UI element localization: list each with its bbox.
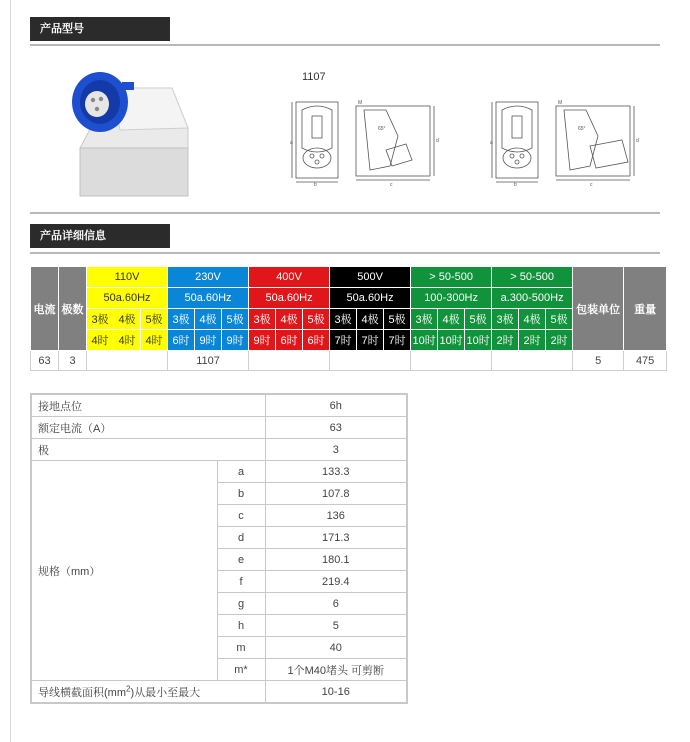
header-weight: 重量 bbox=[624, 267, 667, 351]
hour-cell: 9时 bbox=[195, 330, 222, 351]
svg-text:d: d bbox=[636, 138, 639, 144]
table-row bbox=[31, 681, 407, 704]
svg-text:M: M bbox=[358, 100, 363, 106]
svg-text:65°: 65° bbox=[578, 126, 586, 132]
row-model-230v: 1107 bbox=[168, 351, 249, 371]
svg-text:M: M bbox=[558, 100, 563, 106]
row-poles: 3 bbox=[59, 351, 87, 371]
freq-500v: 50a.60Hz bbox=[330, 288, 411, 309]
pole-cell: 5极 bbox=[465, 309, 492, 330]
pole-cell: 3极 bbox=[330, 309, 357, 330]
size-key: f bbox=[217, 571, 265, 593]
size-value: 6 bbox=[265, 593, 407, 615]
pole-cell: 3极 bbox=[87, 309, 114, 330]
header-poles: 极数 bbox=[59, 267, 87, 351]
svg-text:d: d bbox=[436, 138, 439, 144]
rated-current-label: 额定电流（A） bbox=[31, 417, 265, 439]
model-number-label: 1107 bbox=[302, 71, 326, 83]
voltage-50-500-a: > 50-500 bbox=[411, 267, 492, 288]
wire-section-value: 10-16 bbox=[265, 681, 407, 704]
size-value: 171.3 bbox=[265, 527, 407, 549]
pole-cell: 5极 bbox=[141, 309, 168, 330]
table-row bbox=[31, 351, 667, 371]
size-key: d bbox=[217, 527, 265, 549]
section-divider bbox=[30, 212, 660, 214]
poles-value: 3 bbox=[265, 439, 407, 461]
size-label: 规格（mm） bbox=[31, 461, 217, 681]
pole-cell: 3极 bbox=[411, 309, 438, 330]
size-value: 133.3 bbox=[265, 461, 407, 483]
hour-cell: 9时 bbox=[249, 330, 276, 351]
hour-cell: 4时 bbox=[114, 330, 141, 351]
svg-text:65°: 65° bbox=[378, 126, 386, 132]
svg-text:c: c bbox=[590, 182, 593, 186]
hour-cell: 9时 bbox=[222, 330, 249, 351]
table-row bbox=[31, 461, 407, 483]
hour-cell: 2时 bbox=[546, 330, 573, 351]
pole-cell: 4极 bbox=[438, 309, 465, 330]
hour-cell: 10时 bbox=[438, 330, 465, 351]
size-key: a bbox=[217, 461, 265, 483]
table-row bbox=[31, 417, 407, 439]
product-photo bbox=[60, 68, 200, 198]
pole-cell: 3极 bbox=[492, 309, 519, 330]
pole-cell: 5极 bbox=[303, 309, 330, 330]
wire-label-pre: 导线横截面积(mm bbox=[38, 686, 126, 699]
section-title-model: 产品型号 bbox=[30, 17, 170, 41]
freq-230v: 50a.60Hz bbox=[168, 288, 249, 309]
voltage-230v: 230V bbox=[168, 267, 249, 288]
size-key: b bbox=[217, 483, 265, 505]
svg-text:a: a bbox=[490, 140, 493, 146]
header-package: 包装单位 bbox=[573, 267, 624, 351]
size-key: m bbox=[217, 637, 265, 659]
hour-cell: 2时 bbox=[519, 330, 546, 351]
pole-cell: 4极 bbox=[357, 309, 384, 330]
hour-cell: 7时 bbox=[357, 330, 384, 351]
pole-cell: 4极 bbox=[519, 309, 546, 330]
header-current: 电流 bbox=[31, 267, 59, 351]
ground-label: 接地点位 bbox=[31, 394, 265, 417]
freq-50-500-b: a.300-500Hz bbox=[492, 288, 573, 309]
pole-cell: 4极 bbox=[114, 309, 141, 330]
voltage-50-500-b: > 50-500 bbox=[492, 267, 573, 288]
section-title-detail: 产品详细信息 bbox=[30, 224, 170, 248]
row-weight: 475 bbox=[624, 351, 667, 371]
size-key: c bbox=[217, 505, 265, 527]
hour-cell: 2时 bbox=[492, 330, 519, 351]
row-50-500-b bbox=[492, 351, 573, 371]
hour-cell: 4时 bbox=[87, 330, 114, 351]
size-value: 1个M40堵头 可剪断 bbox=[265, 659, 407, 681]
pole-cell: 4极 bbox=[276, 309, 303, 330]
row-package: 5 bbox=[573, 351, 624, 371]
hour-cell: 6时 bbox=[303, 330, 330, 351]
voltage-500v: 500V bbox=[330, 267, 411, 288]
page-border bbox=[10, 0, 11, 742]
size-value: 219.4 bbox=[265, 571, 407, 593]
freq-50-500-a: 100-300Hz bbox=[411, 288, 492, 309]
freq-400v: 50a.60Hz bbox=[249, 288, 330, 309]
pole-cell: 3极 bbox=[249, 309, 276, 330]
size-value: 40 bbox=[265, 637, 407, 659]
row-500v bbox=[330, 351, 411, 371]
pole-cell: 5极 bbox=[384, 309, 411, 330]
rated-current-value: 63 bbox=[265, 417, 407, 439]
wire-label-post: )从最小至最大 bbox=[130, 686, 201, 699]
section-divider bbox=[30, 252, 660, 254]
hour-cell: 4时 bbox=[141, 330, 168, 351]
size-value: 5 bbox=[265, 615, 407, 637]
hour-cell: 6时 bbox=[168, 330, 195, 351]
table-row bbox=[31, 439, 407, 461]
size-key: h bbox=[217, 615, 265, 637]
pole-cell: 5极 bbox=[222, 309, 249, 330]
spec-table bbox=[30, 266, 667, 371]
table-row bbox=[31, 394, 407, 417]
size-key: m* bbox=[217, 659, 265, 681]
hour-cell: 7时 bbox=[384, 330, 411, 351]
section-divider bbox=[30, 44, 660, 46]
dimensions-table bbox=[30, 393, 408, 704]
row-current: 63 bbox=[31, 351, 59, 371]
technical-drawing-right bbox=[490, 96, 640, 186]
pole-cell: 4极 bbox=[195, 309, 222, 330]
hour-cell: 6时 bbox=[276, 330, 303, 351]
ground-value: 6h bbox=[265, 394, 407, 417]
voltage-110v: 110V bbox=[87, 267, 168, 288]
size-value: 107.8 bbox=[265, 483, 407, 505]
hour-cell: 10时 bbox=[411, 330, 438, 351]
row-50-500-a bbox=[411, 351, 492, 371]
technical-drawing-left bbox=[290, 96, 440, 186]
pole-cell: 3极 bbox=[168, 309, 195, 330]
size-value: 136 bbox=[265, 505, 407, 527]
svg-text:a: a bbox=[290, 140, 293, 146]
row-110v bbox=[87, 351, 168, 371]
svg-text:b: b bbox=[314, 182, 317, 186]
size-key: e bbox=[217, 549, 265, 571]
size-key: g bbox=[217, 593, 265, 615]
poles-label: 极 bbox=[31, 439, 265, 461]
wire-label-sup: 2 bbox=[126, 683, 131, 693]
svg-text:b: b bbox=[514, 182, 517, 186]
voltage-400v: 400V bbox=[249, 267, 330, 288]
wire-section-label bbox=[31, 681, 265, 704]
row-400v bbox=[249, 351, 330, 371]
size-value: 180.1 bbox=[265, 549, 407, 571]
svg-text:c: c bbox=[390, 182, 393, 186]
pole-cell: 5极 bbox=[546, 309, 573, 330]
freq-110v: 50a.60Hz bbox=[87, 288, 168, 309]
hour-cell: 10时 bbox=[465, 330, 492, 351]
hour-cell: 7时 bbox=[330, 330, 357, 351]
